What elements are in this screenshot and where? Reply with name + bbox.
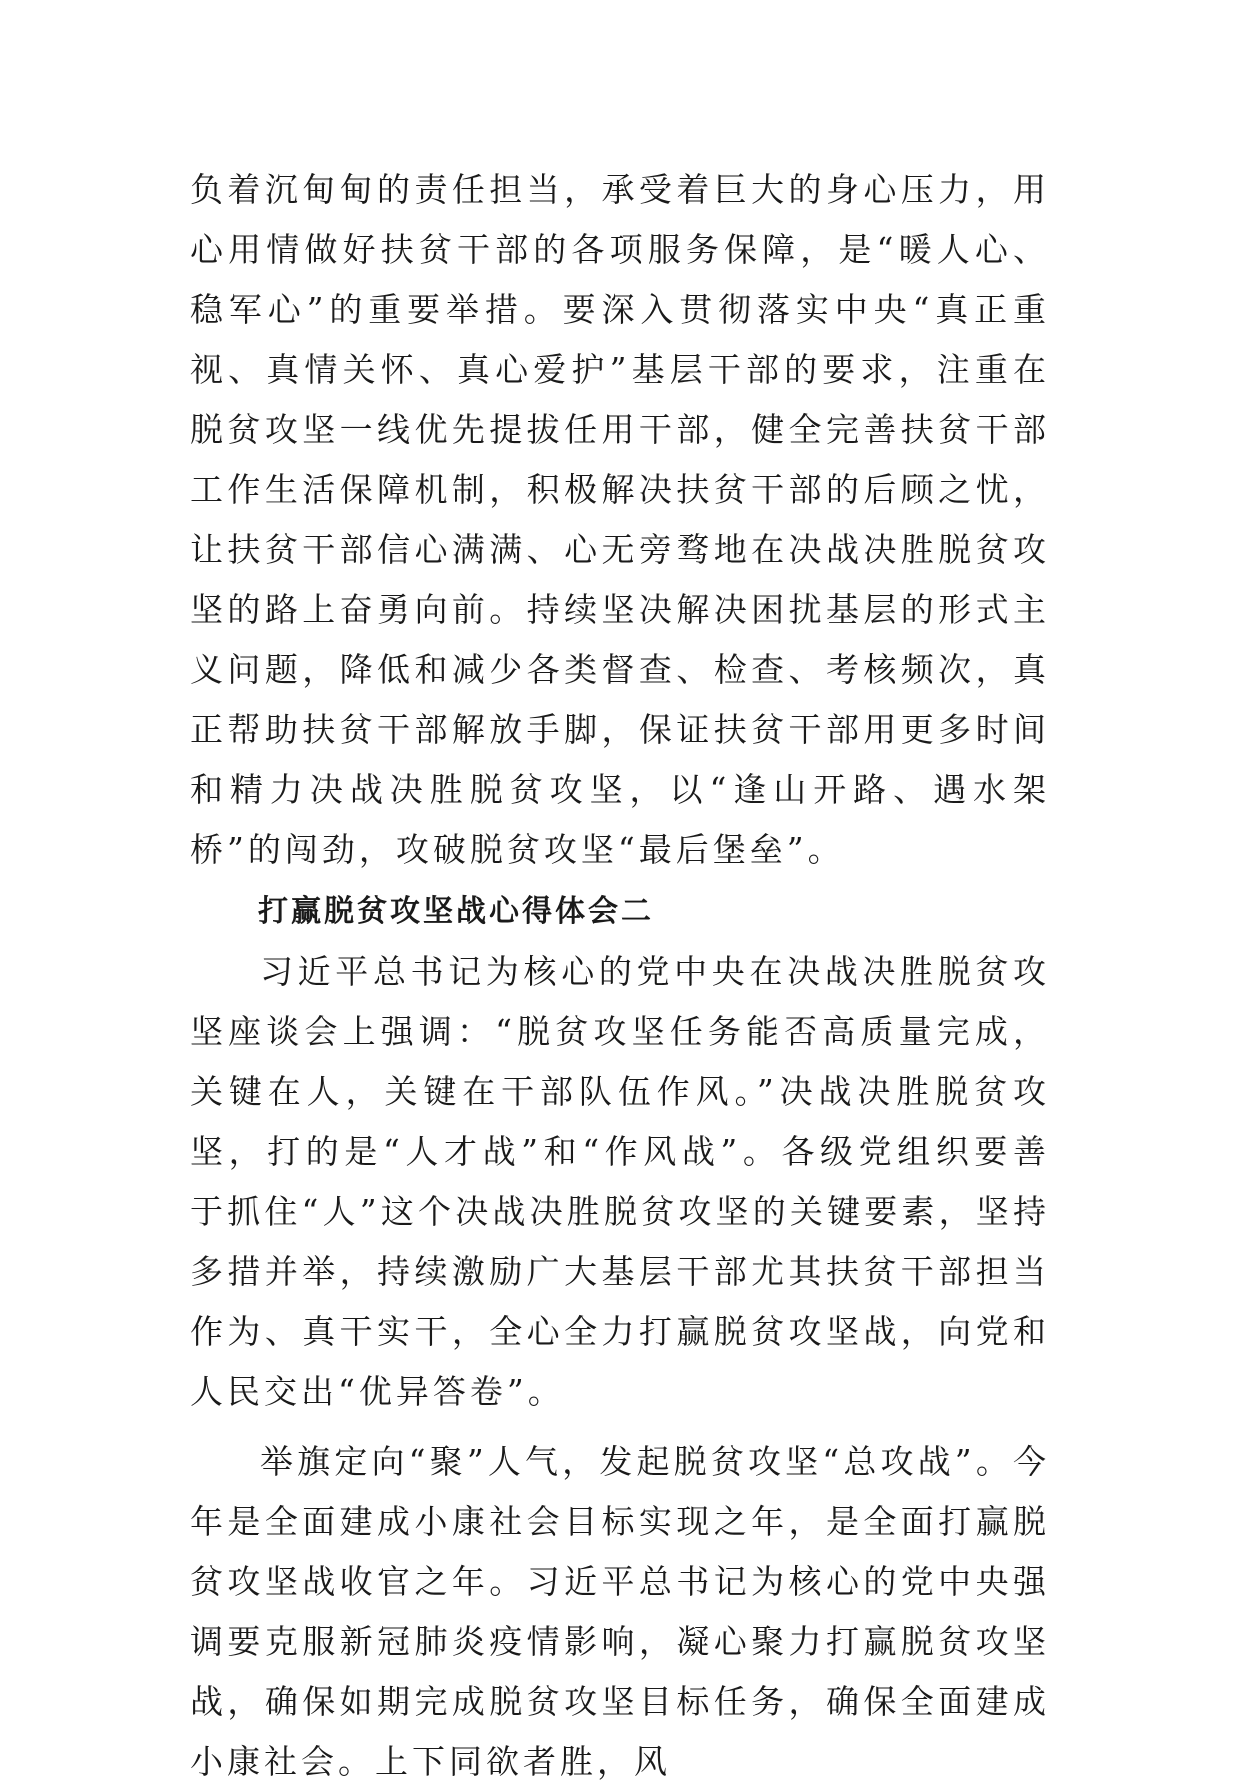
body-paragraph-intro: 习近平总书记为核心的党中央在决战决胜脱贫攻坚座谈会上强调：“脱贫攻坚任务能否高质量完成，关键在人，关键在干部队伍作风。”决战决胜脱贫攻坚，打的是“人才战”和“作风战”。各级党组织要善于抓住“人”这个决战决胜脱贫攻坚的关键要素，坚持多措并举，持续激励广大基层干部尤其扶贫干部担当作为、真干实干，全心全力打赢脱贫攻坚战，向党和人民交出“优异答卷”。	[190, 952, 1050, 1411]
paragraph-spacer	[190, 1422, 1050, 1432]
document-body	[190, 160, 1050, 1792]
section-heading: 打赢脱贫攻坚战心得体会二	[258, 894, 654, 929]
body-paragraph-rally: 举旗定向“聚”人气，发起脱贫攻坚“总攻战”。今年是全面建成小康社会目标实现之年，是全面打赢脱贫攻坚战收官之年。习近平总书记为核心的党中央强调要克服新冠肺炎疫情影响，凝心聚力打赢脱贫攻坚战，确保如期完成脱贫攻坚目标任务，确保全面建成小康社会。上下同欲者胜，风	[190, 1442, 1050, 1781]
body-paragraph-continued: 负着沉甸甸的责任担当，承受着巨大的身心压力，用心用情做好扶贫干部的各项服务保障，是“暖人心、稳军心”的重要举措。要深入贯彻落实中央“真正重视、真情关怀、真心爱护”基层干部的要求，注重在脱贫攻坚一线优先提拔任用干部，健全完善扶贫干部工作生活保障机制，积极解决扶贫干部的后顾之忧，让扶贫干部信心满满、心无旁骛地在决战决胜脱贫攻坚的路上奋勇向前。持续坚决解决困扰基层的形式主义问题，降低和减少各类督查、检查、考核频次，真正帮助扶贫干部解放手脚，保证扶贫干部用更多时间和精力决战决胜脱贫攻坚，以“逢山开路、遇水架桥”的闯劲，攻破脱贫攻坚“最后堡垒”。	[190, 170, 1050, 869]
